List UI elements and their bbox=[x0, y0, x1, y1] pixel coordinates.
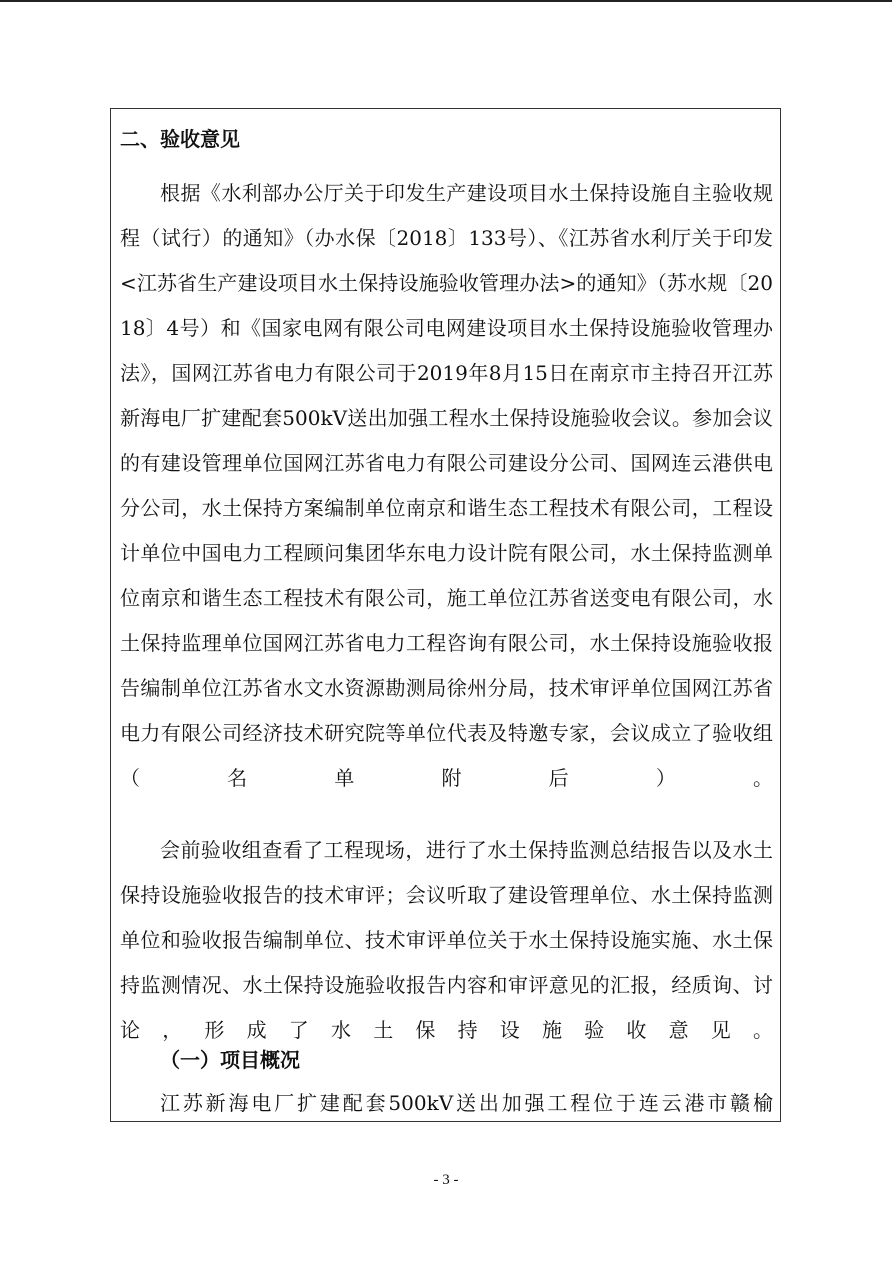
document-frame bbox=[110, 108, 781, 1122]
subsection-heading: （一）项目概况 bbox=[160, 1048, 300, 1072]
section-heading: 二、验收意见 bbox=[120, 127, 240, 151]
page-number: - 3 - bbox=[433, 1172, 459, 1188]
page-top-edge bbox=[0, 0, 892, 2]
paragraph-meeting: 会前验收组查看了工程现场，进行了水土保持监测总结报告以及水土保持设施验收报告的技术审评；会议听取了建设管理单位、水土保持监测单位和验收报告编制单位、技术审评单位关于水土保持设施实施、水土保持监测情况、水土保持设施验收报告内容和审评意见的汇报，经质询、讨论，形成了水土保持设施验收意见。 bbox=[120, 838, 773, 1042]
paragraph-project-overview: 江苏新海电厂扩建配套500kV送出加强工程位于连云港市赣榆 bbox=[160, 1091, 773, 1115]
paragraph-basis: 根据《水利部办公厅关于印发生产建设项目水土保持设施自主验收规程（试行）的通知》（办水保〔2018〕133号）、《江苏省水利厅关于印发<江苏省生产建设项目水土保持设施验收管理办法>的通知》（苏水规〔2018〕4号）和《国家电网有限公司电网建设项目水土保持设施验收管理办法》，国网江苏省电力有限公司于2019年8月15日在南京市主持召开江苏新海电厂扩建配套500kV送出加强工程水土保持设施验收会议。参加会议的有建设管理单位国网江苏省电力有限公司建设分公司、国网连云港供电分公司，水土保持方案编制单位南京和谐生态工程技术有限公司，工程设计单位中国电力工程顾问集团华东电力设计院有限公司，水土保持监测单位南京和谐生态工程技术有限公司，施工单位江苏省送变电有限公司，水土保持监理单位国网江苏省电力工程咨询有限公司，水土保持设施验收报告编制单位江苏省水文水资源勘测局徐州分局，技术审评单位国网江苏省电力有限公司经济技术研究院等单位代表及特邀专家，会议成立了验收组（名单附后）。 bbox=[120, 181, 773, 790]
